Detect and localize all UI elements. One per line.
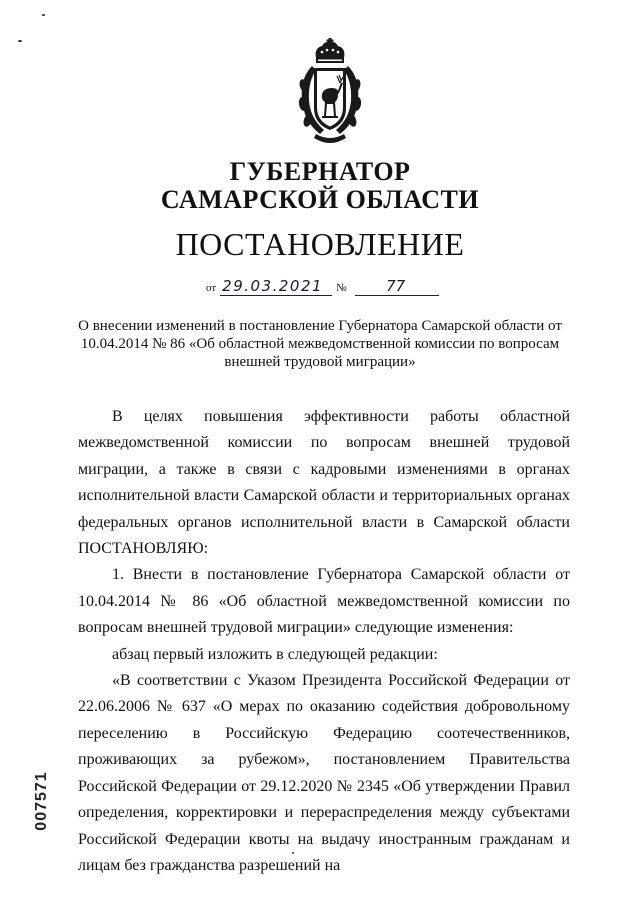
date-label: от xyxy=(206,282,217,294)
region-title: САМАРСКОЙ ОБЛАСТИ xyxy=(160,185,480,214)
governor-title: ГУБЕРНАТОР xyxy=(229,157,411,186)
scan-speck xyxy=(18,40,22,42)
document-date: 29.03.2021 xyxy=(220,277,332,296)
document-body xyxy=(78,404,570,879)
scan-speck xyxy=(42,14,45,16)
samara-coat-of-arms-icon xyxy=(294,38,366,148)
registration-line xyxy=(206,272,439,296)
margin-stamp-number xyxy=(32,766,52,836)
number-label: № xyxy=(336,282,347,294)
body-paragraph: «В соответствии с Указом Президента Российской Федерации от 22.06.2006 № 637 «О мерах по оказанию содействия добровольному переселению в Российскую Федерацию соотечественников, проживающих за рубежом», постановлением Правительства Российской Федерации от 29.12.2020 № 2345 «Об утверждении Правил определения, корректировки и перераспределения между субъектами Российской Федерации квоты на выдачу иностранным гражданам и лицам без гражданства разрешений на xyxy=(78,672,570,874)
document-number: 77 xyxy=(355,277,439,296)
document-type-title: ПОСТАНОВЛЕНИЕ xyxy=(175,226,465,262)
margin-stamp-text: 007571 xyxy=(33,771,50,831)
document-subject: О внесении изменений в постановление Губернатора Самарской области от 10.04.2014 № 86 «Об областной межведомственной комиссии по вопросам внешней трудовой миграции» xyxy=(78,318,562,370)
body-paragraph: 1. Внести в постановление Губернатора Самарской области от 10.04.2014 № 86 «Об областной межведомственной комиссии по вопросам внешней трудовой миграции» следующие изменения: xyxy=(78,566,570,637)
body-paragraph: В целях повышения эффективности работы областной межведомственной комиссии по вопросам внешней трудовой миграции, а также в связи с кадровыми изменениями в органах исполнительной власти Самарской области и территориальных органах федеральных органов исполнительной власти в Самарской области ПОСТАНОВЛЯЮ: xyxy=(78,408,570,558)
body-paragraph: абзац первый изложить в следующей редакции: xyxy=(112,645,438,663)
